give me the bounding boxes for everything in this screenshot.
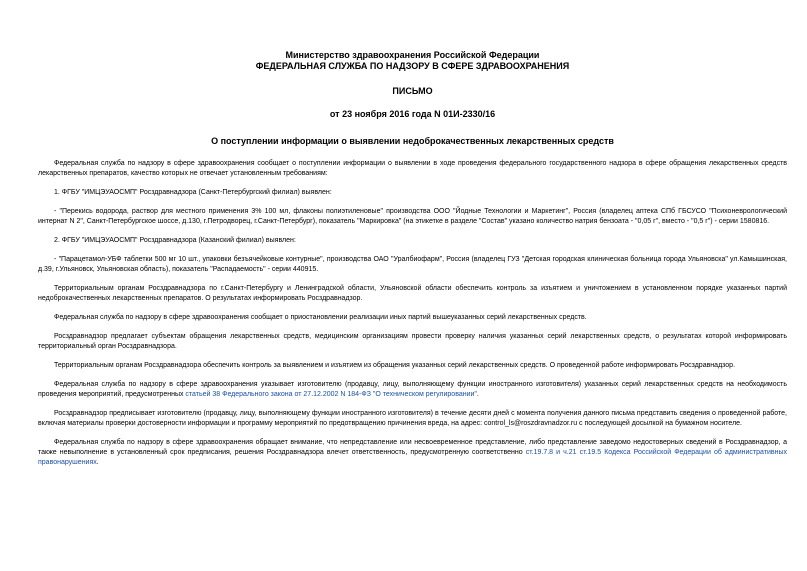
paragraph-liability-text: Федеральная служба по надзору в сфере здравоохранения обращает внимание, что непредставление или несвоевременное представление, либо представление заведомо недостоверных сведений в Росздравнадзор, а также невыполнение в установленный срок предписания, решения Росздравнадзора влечет ответственность, предусмотренную соответственно bbox=[38, 439, 787, 456]
document-header bbox=[38, 50, 787, 120]
paragraph-manufacturer-measures bbox=[38, 380, 787, 400]
document-date-number: от 23 ноября 2016 года N 01И-2330/16 bbox=[329, 109, 496, 119]
paragraph-manufacturer-measures-end: . bbox=[476, 391, 479, 398]
paragraph-suspension: Федеральная служба по надзору в сфере здравоохранения сообщает о приостановлении реализации иных партий вышеуказанных серий лекарственных средств. bbox=[54, 314, 587, 321]
paragraph-intro: Федеральная служба по надзору в сфере здравоохранения сообщает о поступлении информации о выявлении в ходе проведения федерального государственного надзора в сфере обращения лекарственных средств лекарственных препаратов, качество которых не отвечает установленным требованиям: bbox=[38, 160, 787, 177]
paragraph-item-1: 1. ФГБУ "ИМЦЭУАОСМП" Росздравнадзора (Санкт-Петербургский филиал) выявлен: bbox=[54, 189, 332, 196]
law-article-38-link[interactable]: статьей 38 Федерального закона от 27.12.2002 N 184-ФЗ "О техническом регулировании" bbox=[185, 391, 477, 398]
paragraph-prescription: Росздравнадзор предписывает изготовителю (продавцу, лицу, выполняющему функции иностранного изготовителя) в течение десяти дней с момента получения данного письма представить сведения о проведенной работе, включая материалы проверки достоверности информации и программу мероприятий по предотвращению причинения вреда, на адрес: control_ls@roszdravnadzor.ru с последующей досылкой на бумажном носителе. bbox=[38, 410, 787, 427]
paragraph-manufacturer-measures-text: Федеральная служба по надзору в сфере здравоохранения указывает изготовителю (продавцу, лицу, выполняющему функции иностранного изготовителя) указанных серий лекарственных средств на необходимость проведения мероприятий, предусмотренных bbox=[38, 381, 787, 398]
paragraph-item-1-detail: - "Перекись водорода, раствор для местного применения 3% 100 мл, флаконы полиэтиленовые" производства ООО "Йодные Технологии и Маркетинг", Россия (владелец аптека СПб ГБСУСО "Психоневрологический интернат N 2", Санкт-Петербургское шоссе, д.130, г.Петродворец, г.Санкт-Петербург), показатель "Маркировка" (на этикетке в разделе "Состав" указано количество натрия бензоата - "0,05 г", вместо - "0,5 г") - серии 1580816. bbox=[38, 208, 787, 225]
ministry-name: Министерство здравоохранения Российской Федерации bbox=[285, 50, 540, 60]
document-type: ПИСЬМО bbox=[392, 86, 433, 96]
paragraph-territorial-control: Территориальным органам Росздравнадзора по г.Санкт-Петербургу и Ленинградской области, Ульяновской области обеспечить контроль за изъятием и уничтожением в установленном порядке указанных партий недоброкачественных лекарственных препаратов. О результатах информировать Росздравнадзор. bbox=[38, 285, 787, 302]
paragraph-liability bbox=[38, 438, 787, 468]
paragraph-withdrawal-control: Территориальным органам Росздравнадзора обеспечить контроль за выявлением и изъятием из обращения указанных серий лекарственных средств. О проведенной работе информировать Росздравнадзор. bbox=[54, 362, 736, 369]
paragraph-item-2: 2. ФГБУ "ИМЦЭУАОСМП" Росздравнадзора (Казанский филиал) выявлен: bbox=[54, 237, 296, 244]
service-name: ФЕДЕРАЛЬНАЯ СЛУЖБА ПО НАДЗОРУ В СФЕРЕ ЗДРАВООХРАНЕНИЯ bbox=[255, 61, 570, 71]
paragraph-liability-end: . bbox=[96, 459, 99, 466]
document-body bbox=[38, 159, 787, 468]
paragraph-verification: Росздравнадзор предлагает субъектам обращения лекарственных средств, медицинским организациям провести проверку наличия указанных серий лекарственных средств, о результатах которой информировать территориальный орган Росздравнадзора. bbox=[38, 333, 787, 350]
document-subject: О поступлении информации о выявлении недоброкачественных лекарственных средств bbox=[211, 136, 614, 146]
paragraph-item-2-detail: - "Парацетамол-УБФ таблетки 500 мг 10 шт., упаковки безъячейковые контурные", производства ОАО "Уралбиофарм", Россия (владелец ГУЗ "Детская городская клиническая больница города Ульяновска" ул.Камышинская, д.39, г.Ульяновск, Ульяновская область), показатель "Распадаемость" - серии 440915. bbox=[38, 256, 787, 273]
administrative-code-link[interactable]: ст.19.7.8 и ч.21 ст.19.5 Кодекса Российской Федерации об административных правонарушениях bbox=[38, 449, 787, 466]
